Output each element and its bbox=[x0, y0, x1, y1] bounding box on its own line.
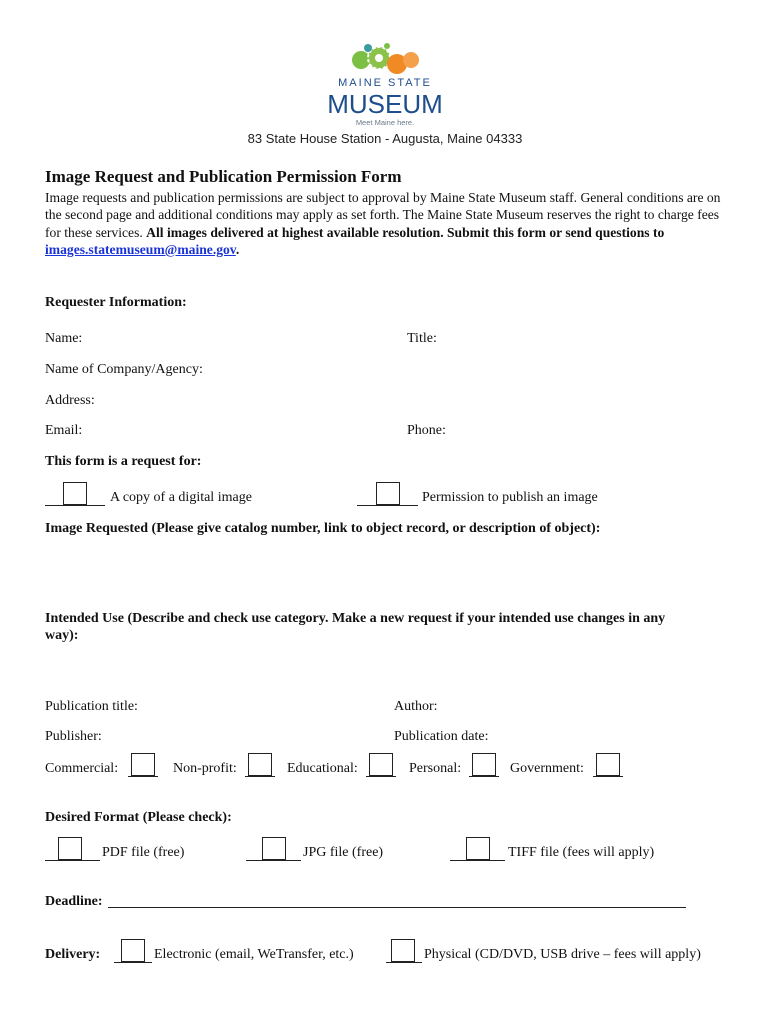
deadline-field[interactable] bbox=[108, 907, 686, 908]
deadline-label: Deadline: bbox=[45, 894, 103, 909]
intro-bold-text: All images delivered at highest available resolution. Submit this form or send questions to bbox=[146, 224, 665, 240]
publish-permission-checkbox[interactable] bbox=[376, 482, 400, 505]
government-label: Government: bbox=[510, 761, 584, 776]
name-label: Name: bbox=[45, 331, 83, 346]
pdf-underline bbox=[45, 860, 100, 861]
phone-label: Phone: bbox=[407, 423, 446, 438]
educational-checkbox[interactable] bbox=[369, 753, 393, 776]
svg-text:MUSEUM: MUSEUM bbox=[327, 89, 443, 119]
jpg-checkbox[interactable] bbox=[262, 837, 286, 860]
nonprofit-label: Non-profit: bbox=[173, 761, 237, 776]
digital-copy-checkbox[interactable] bbox=[63, 482, 87, 505]
tiff-label: TIFF file (fees will apply) bbox=[508, 845, 655, 860]
government-underline bbox=[593, 776, 623, 777]
electronic-underline bbox=[114, 962, 152, 963]
physical-checkbox[interactable] bbox=[391, 939, 415, 962]
museum-logo-icon bbox=[305, 38, 465, 130]
email-link[interactable]: images.statemuseum@maine.gov bbox=[45, 241, 236, 257]
option2-underline bbox=[357, 505, 418, 506]
pdf-checkbox[interactable] bbox=[58, 837, 82, 860]
delivery-label: Delivery: bbox=[45, 947, 101, 962]
commercial-underline bbox=[128, 776, 158, 777]
format-heading: Desired Format (Please check): bbox=[45, 810, 232, 825]
personal-checkbox[interactable] bbox=[472, 753, 496, 776]
request-for-heading: This form is a request for: bbox=[45, 454, 202, 469]
digital-copy-label: A copy of a digital image bbox=[110, 490, 252, 505]
intended-use-heading-1: Intended Use (Describe and check use category. Make a new request if your intended use changes in any bbox=[45, 611, 666, 626]
electronic-checkbox[interactable] bbox=[121, 939, 145, 962]
personal-label: Personal: bbox=[409, 761, 462, 776]
svg-text:MAINE STATE: MAINE STATE bbox=[338, 77, 432, 89]
option1-underline bbox=[45, 505, 105, 506]
publisher-label: Publisher: bbox=[45, 729, 102, 744]
company-label: Name of Company/Agency: bbox=[45, 362, 203, 377]
intro-text: Image requests and publication permissions are subject to approval by Maine State Museum staff. General conditions are on the second page and additional conditions may apply as set forth. The Maine State Museum reserves the right to charge fees for these services. bbox=[45, 190, 721, 240]
government-checkbox[interactable] bbox=[596, 753, 620, 776]
pdf-label: PDF file (free) bbox=[102, 845, 185, 860]
tiff-checkbox[interactable] bbox=[466, 837, 490, 860]
physical-underline bbox=[386, 962, 422, 963]
physical-label: Physical (CD/DVD, USB drive – fees will apply) bbox=[424, 947, 701, 962]
museum-logo bbox=[305, 38, 465, 130]
nonprofit-checkbox[interactable] bbox=[248, 753, 272, 776]
author-label: Author: bbox=[394, 699, 438, 714]
jpg-underline bbox=[246, 860, 301, 861]
title-label: Title: bbox=[407, 331, 437, 346]
intro-period: . bbox=[235, 241, 240, 257]
form-title: Image Request and Publication Permission Form bbox=[45, 167, 402, 186]
jpg-label: JPG file (free) bbox=[303, 845, 384, 860]
tiff-underline bbox=[450, 860, 505, 861]
svg-text:Meet Maine here.: Meet Maine here. bbox=[355, 118, 415, 127]
nonprofit-underline bbox=[245, 776, 275, 777]
form-intro bbox=[45, 189, 735, 258]
commercial-label: Commercial: bbox=[45, 761, 119, 776]
publication-title-label: Publication title: bbox=[45, 699, 138, 714]
educational-label: Educational: bbox=[287, 761, 358, 776]
educational-underline bbox=[366, 776, 396, 777]
publish-permission-label: Permission to publish an image bbox=[422, 490, 598, 505]
publication-date-label: Publication date: bbox=[394, 729, 489, 744]
requester-heading: Requester Information: bbox=[45, 295, 187, 310]
email-label: Email: bbox=[45, 423, 83, 438]
personal-underline bbox=[469, 776, 499, 777]
image-requested-heading: Image Requested (Please give catalog number, link to object record, or description of object): bbox=[45, 521, 601, 536]
electronic-label: Electronic (email, WeTransfer, etc.) bbox=[154, 947, 354, 962]
commercial-checkbox[interactable] bbox=[131, 753, 155, 776]
address-label: Address: bbox=[45, 393, 95, 408]
museum-address: 83 State House Station - Augusta, Maine 04333 bbox=[247, 131, 523, 146]
intended-use-heading-2: way): bbox=[45, 628, 79, 643]
